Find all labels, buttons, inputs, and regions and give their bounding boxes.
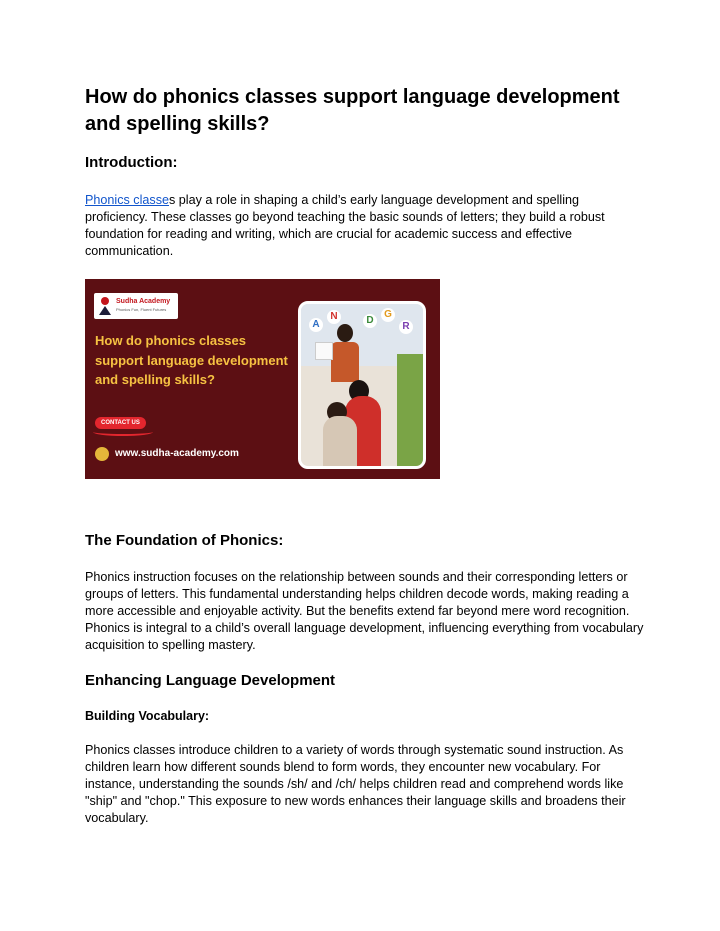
letter-r: R [399,320,413,334]
banner-url: www.sudha-academy.com [115,448,239,459]
introduction-text: s play a role in shaping a child’s early language development and spelling proficiency. These classes go beyond teaching the basic sounds of letters; they build a robust foundation for reading and writing, which are crucial for academic success and effective communication. [85,193,605,258]
globe-icon [95,447,109,461]
introduction-heading: Introduction: [85,154,178,171]
page-title: How do phonics classes support language development and spelling skills? [85,86,620,135]
building-vocabulary-heading: Building Vocabulary: [85,709,210,723]
logo-brand-name: Sudha Academy [116,298,171,305]
classroom-photo [298,301,426,469]
article-banner-image [85,279,440,479]
academy-logo-icon [98,297,112,315]
logo-tagline: Phonics Fun, Fluent Futures [116,307,167,312]
letter-n: N [327,310,341,324]
letter-a: A [309,318,323,332]
foundation-paragraph: Phonics instruction focuses on the relationship between sounds and their corresponding letters or groups of letters. This fundamental understanding helps children decode words, making reading a more accessible and enjoyable activity. But the benefits extend far beyond mere word recognition. Phonics is integral to a child’s overall language development, influencing everything from vocabulary acquisition to spelling mastery. [85,570,644,652]
vocabulary-paragraph: Phonics classes introduce children to a variety of words through systematic sound instruction. As children learn how different sounds blend to form words, they encounter new vocabulary. For instance, understanding the sounds /sh/ and /ch/ helps children read and comprehend words like "ship" and "chop." This exposure to new words enhances their language skills and broadens their vocabulary. [85,743,626,825]
banner-headline: How do phonics classes support language development and spelling skills? [95,333,288,387]
letter-d: D [363,314,377,328]
phonics-classes-link[interactable]: Phonics classe [85,193,169,207]
swoosh-decoration [93,428,153,436]
foundation-heading: The Foundation of Phonics: [85,532,284,549]
introduction-paragraph [85,192,645,260]
enhancing-heading: Enhancing Language Development [85,672,336,689]
letter-g: G [381,308,395,322]
contact-us-badge: CONTACT US [95,417,146,429]
sudha-academy-logo [94,293,178,319]
